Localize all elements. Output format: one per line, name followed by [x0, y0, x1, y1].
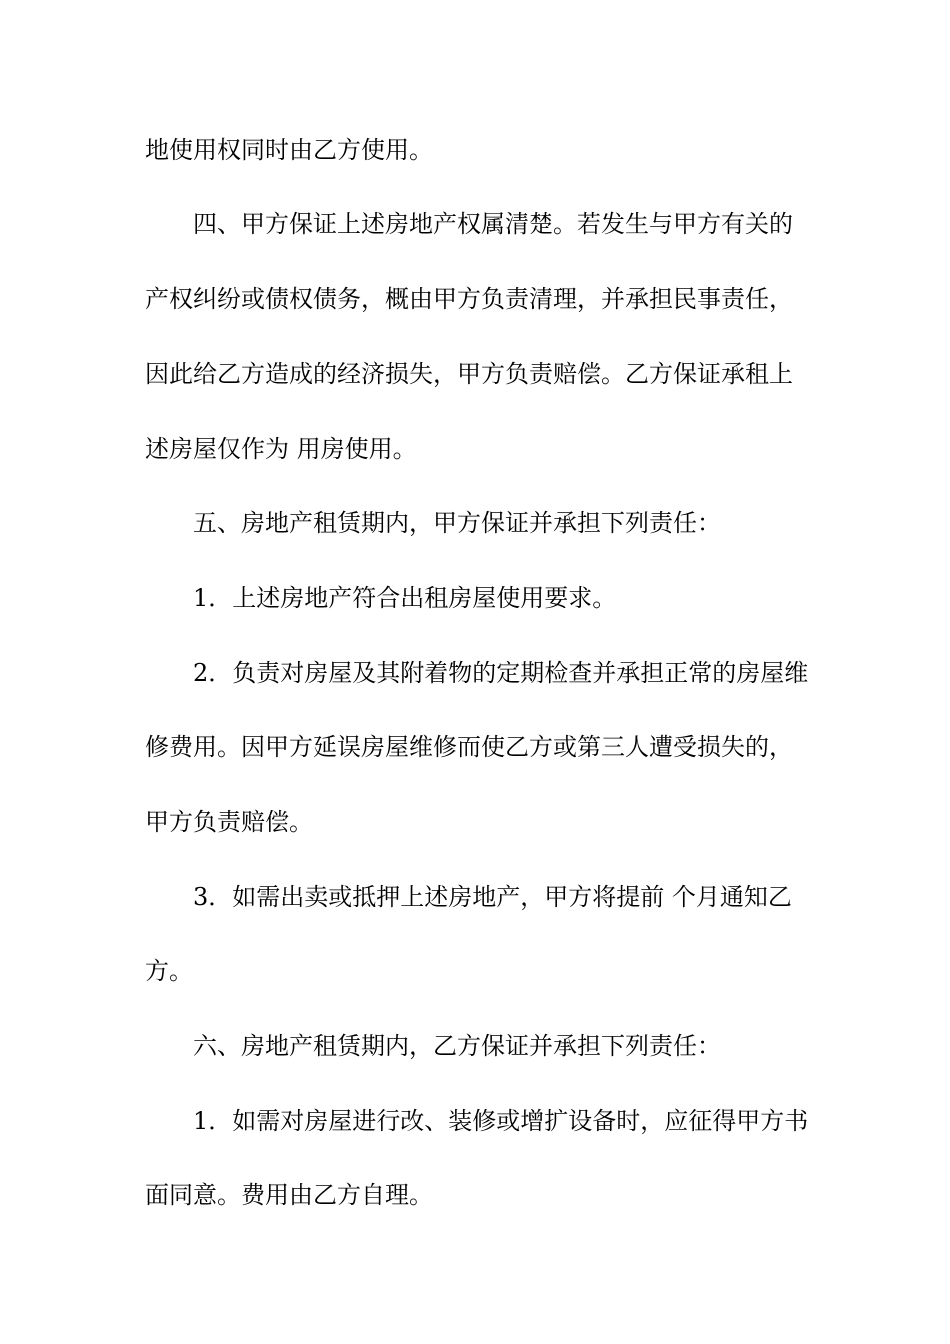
- text-line: 六、房地产租赁期内，乙方保证并承担下列责任：: [145, 1032, 721, 1060]
- text-line: 方。: [145, 957, 193, 985]
- text-line: 2．负责对房屋及其附着物的定期检查并承担正常的房屋维: [145, 659, 809, 687]
- text-line: 因此给乙方造成的经济损失，甲方负责赔偿。乙方保证承租上: [145, 360, 793, 388]
- text-line: 产权纠纷或债权债务，概由甲方负责清理，并承担民事责任，: [145, 285, 793, 313]
- text-line: 四、甲方保证上述房地产权属清楚。若发生与甲方有关的: [145, 210, 793, 238]
- text-line: 1．上述房地产符合出租房屋使用要求。: [145, 584, 617, 612]
- text-line: 述房屋仅作为 用房使用。: [145, 435, 417, 463]
- text-line: 1．如需对房屋进行改、装修或增扩设备时，应征得甲方书: [145, 1107, 809, 1135]
- text-line: 3．如需出卖或抵押上述房地产，甲方将提前 个月通知乙: [145, 883, 792, 911]
- text-line: 地使用权同时由乙方使用。: [145, 136, 433, 164]
- text-line: 甲方负责赔偿。: [145, 808, 313, 836]
- text-line: 五、房地产租赁期内，甲方保证并承担下列责任：: [145, 509, 721, 537]
- text-line: 面同意。费用由乙方自理。: [145, 1181, 433, 1209]
- text-line: 修费用。因甲方延误房屋维修而使乙方或第三人遭受损失的，: [145, 733, 793, 761]
